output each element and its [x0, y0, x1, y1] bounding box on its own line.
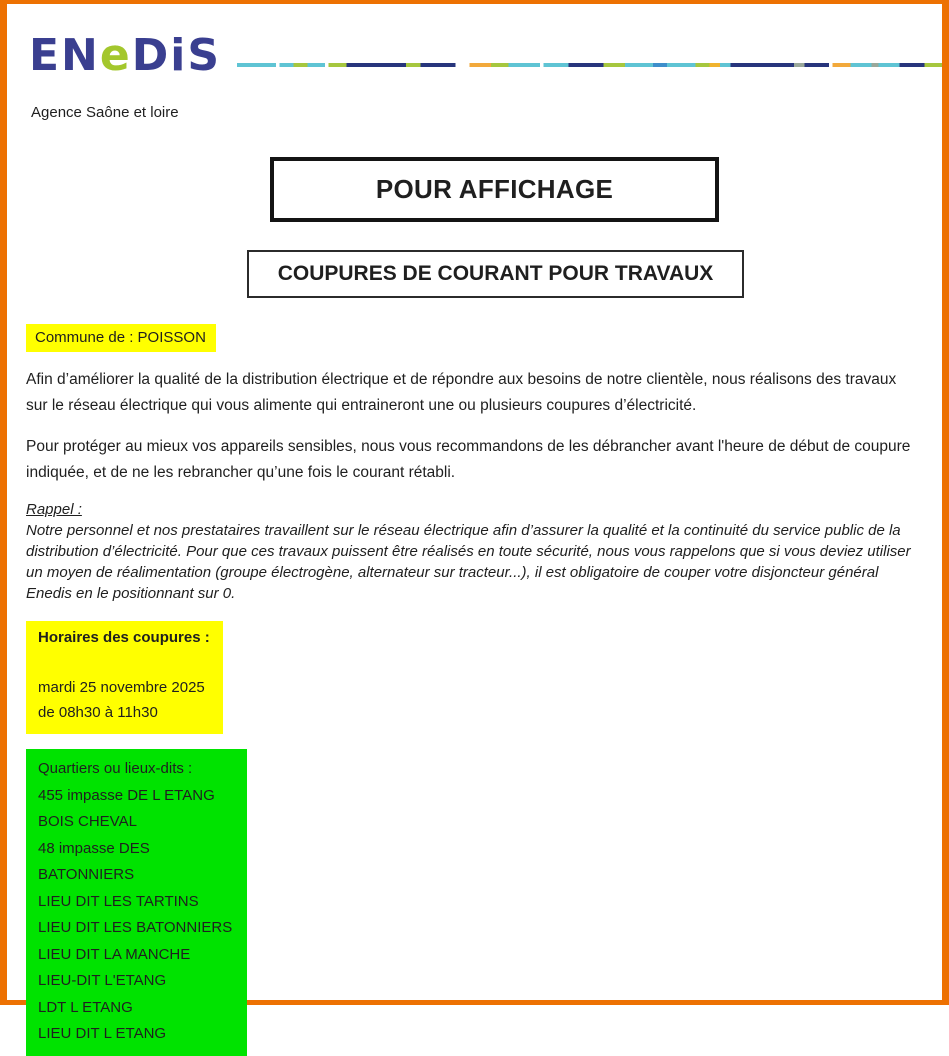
enedis-logo-part2: e: [99, 30, 132, 81]
quartier-item: LDT L ETANG: [38, 998, 133, 1016]
horaires-time: de 08h30 à 11h30: [38, 704, 158, 721]
paragraph-intro: Afin d’améliorer la qualité de la distribution électrique et de répondre aux besoins de notre clientèle, nous réalisons des travaux sur le réseau électrique qui vous alimente qui entraineront une ou plusieurs coupures d’électricité.: [26, 371, 897, 414]
horaires-date: mardi 25 novembre 2025: [38, 679, 205, 696]
brand-dashed-line: [237, 63, 942, 67]
quartier-item: LIEU DIT LES TARTINS: [38, 892, 199, 910]
quartier-item: LIEU DIT LES BATONNIERS: [38, 919, 233, 936]
pour-affichage-text: POUR AFFICHAGE: [375, 174, 614, 204]
enedis-logo: [29, 30, 222, 81]
rappel-label: Rappel :: [26, 501, 82, 518]
quartier-item: 455 impasse DE L ETANG: [38, 786, 215, 804]
commune-highlight: Commune de : POISSON: [26, 324, 216, 352]
horaires-spacer: [38, 648, 211, 675]
quartier-item: LIEU DIT L ETANG: [38, 1025, 167, 1042]
quartiers-block: [26, 749, 247, 1056]
quartier-item: LIEU-DIT L'ETANG: [38, 972, 167, 989]
quartier-item: LIEU DIT LA MANCHE: [38, 945, 191, 963]
quartier-item: 48 impasse DES BATONNIERS: [38, 839, 150, 883]
document-header: [7, 4, 942, 81]
pour-affichage-banner: [270, 157, 719, 222]
enedis-logo-part3: DiS: [131, 30, 222, 81]
coupures-subtitle-box: [247, 250, 744, 298]
enedis-logo-part1: EN: [29, 30, 100, 81]
agency-label: Agence Saône et loire: [31, 104, 179, 121]
coupures-subtitle-text: COUPURES DE COURANT POUR TRAVAUX: [277, 262, 714, 285]
paragraph-advice: Pour protéger au mieux vos appareils sensibles, nous vous recommandons de les débrancher avant l'heure de début de coupure indiquée, et de ne les rebrancher qu’une fois le courant rétabli.: [26, 438, 911, 481]
horaires-block: [26, 621, 223, 734]
horaires-title: Horaires des coupures :: [38, 629, 210, 646]
quartier-item: BOIS CHEVAL: [38, 813, 137, 830]
quartiers-title: Quartiers ou lieux-dits :: [38, 760, 193, 777]
rappel-text: Notre personnel et nos prestataires travaillent sur le réseau électrique afin d’assurer la qualité et la continuité du service public de la distribution d’électricité. Pour que ces travaux puissent être réalisés en toute sécurité, nous vous rappelons que si vous deviez utiliser un moyen de réalimentation (groupe électrogène, alternateur sur tracteur...), il est obligatoire de couper votre disjoncteur général Enedis en le positionnant sur 0.: [26, 522, 911, 602]
